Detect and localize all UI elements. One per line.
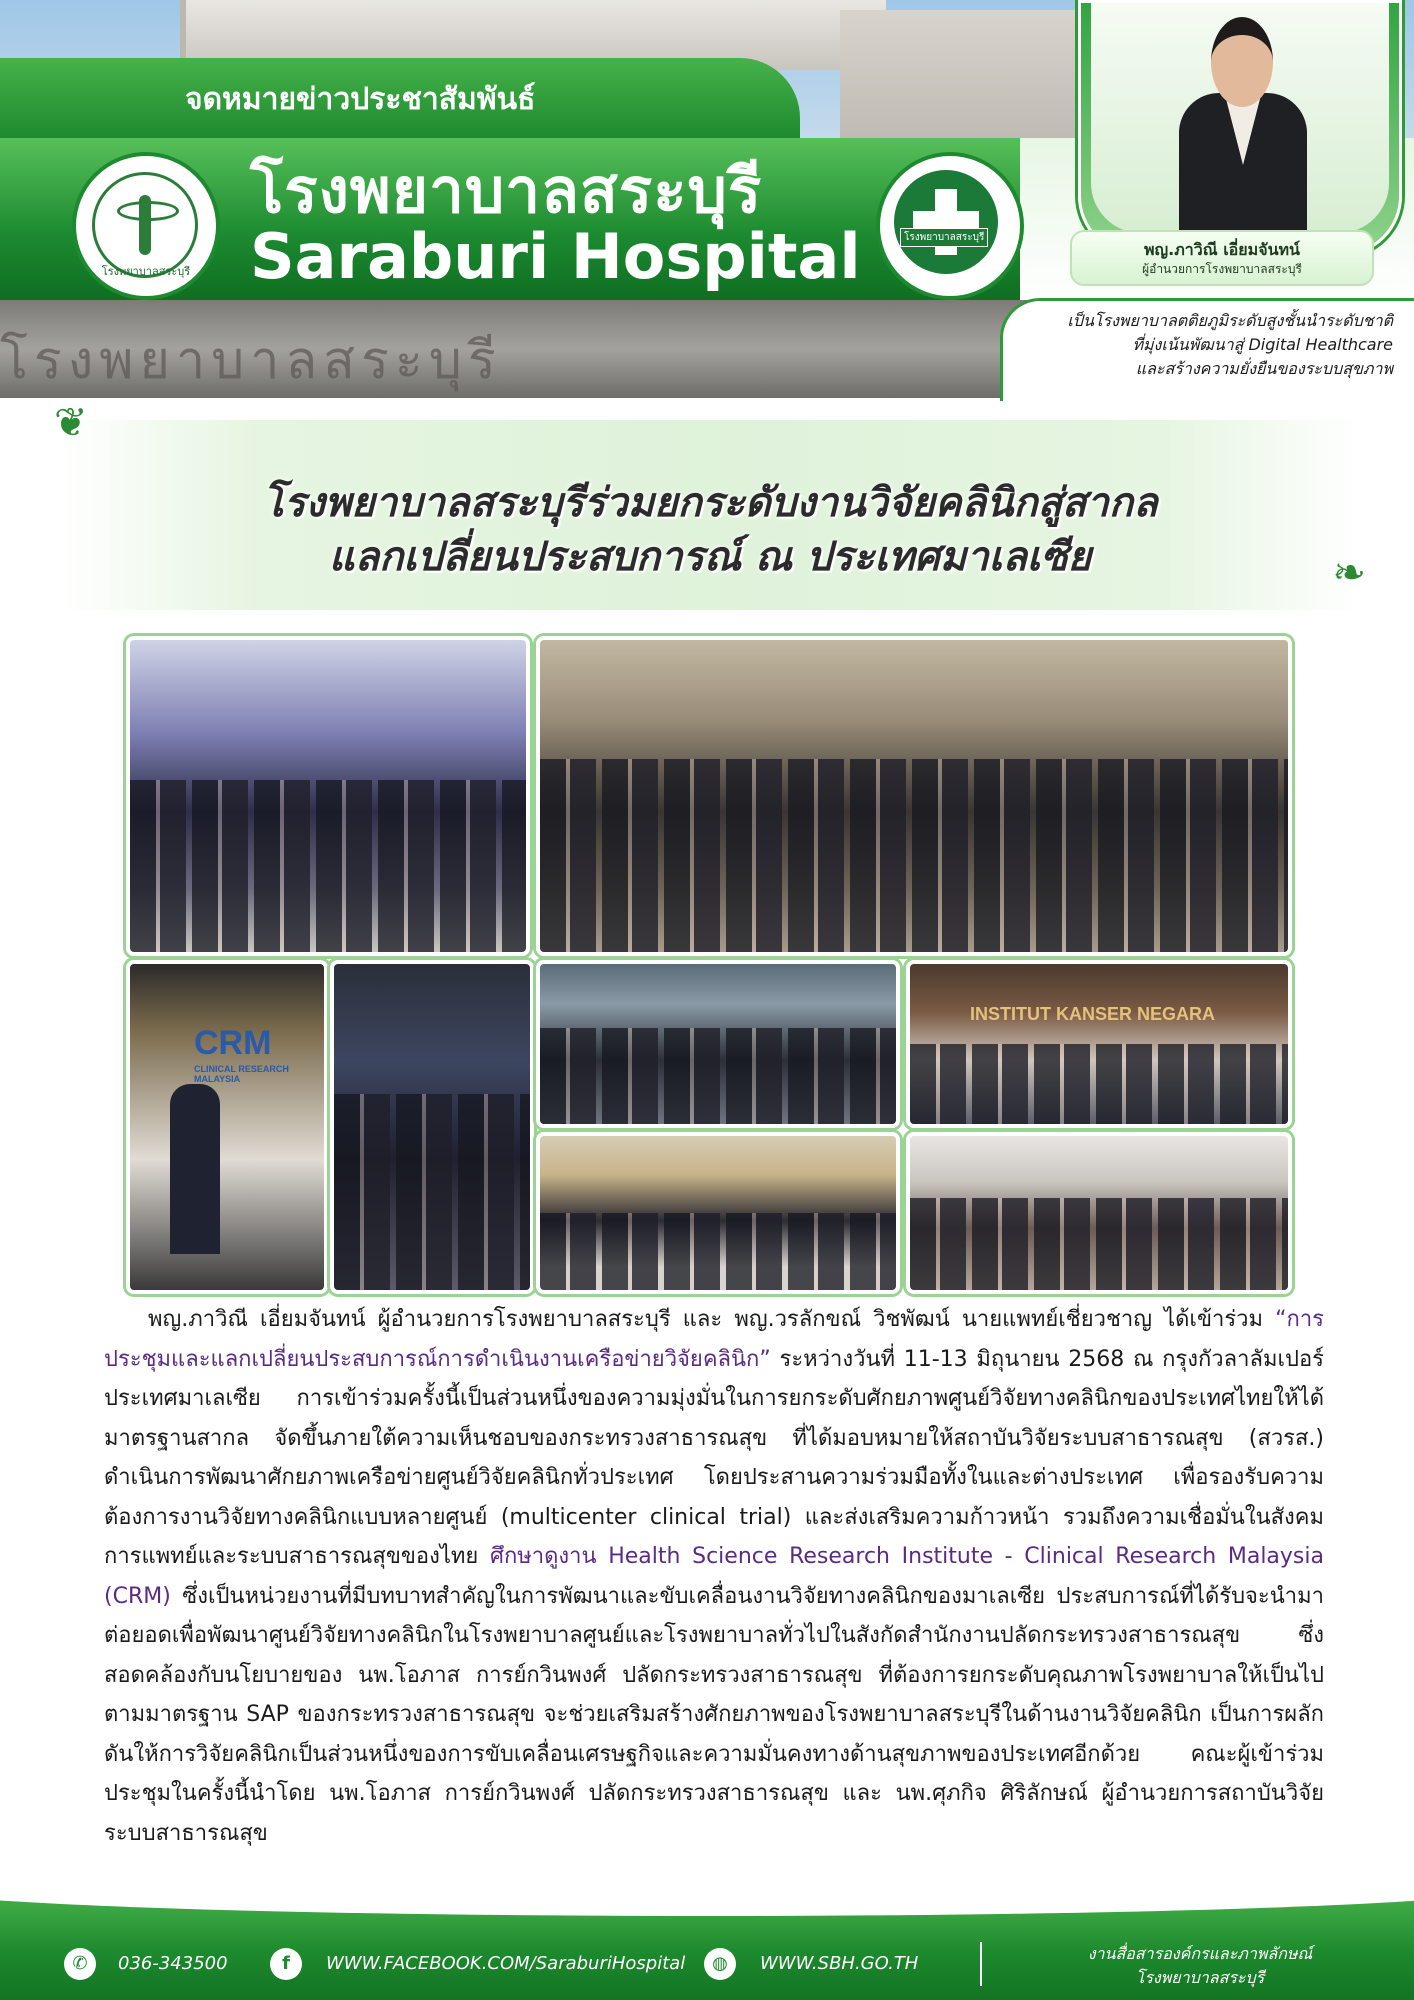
director-nameplate: [1070, 230, 1374, 286]
article-highlight-event: “การประชุมและแลกเปลี่ยนประสบการณ์การดำเนินงานเครือข่ายวิจัยคลินิก”: [104, 1307, 1324, 1372]
footer-dept-line-2: โรงพยาบาลสระบุรี: [1135, 1968, 1265, 1987]
article-body: [104, 1300, 1324, 1853]
photo-group-stage: [126, 636, 530, 956]
director-position: ผู้อำนวยการโรงพยาบาลสระบุรี: [1142, 262, 1302, 276]
footer-divider: [980, 1942, 982, 1986]
footer-phone[interactable]: 036-343500: [118, 1953, 228, 1974]
background-sign-text: โรงพยาบาลสระบุรี: [0, 331, 502, 391]
footer-curve: [0, 1856, 1414, 1916]
photo-two-doctors: [330, 960, 534, 1294]
photo-group-main: [536, 636, 1292, 956]
director-face: [1211, 17, 1273, 107]
caduceus-icon: [139, 195, 151, 255]
footer-website[interactable]: WWW.SBH.GO.TH: [760, 1953, 919, 1974]
photo-site-visit: [906, 1132, 1292, 1294]
photo-meeting-group: [536, 960, 900, 1128]
hospital-name-english: Saraburi Hospital: [250, 220, 861, 293]
photo-people: [910, 1044, 1288, 1124]
globe-icon: ◍: [704, 1948, 736, 1980]
headline-box: [54, 400, 1366, 610]
crm-sign: CRM: [194, 1024, 272, 1062]
photo-people: [540, 1028, 896, 1124]
photo-people: [540, 759, 1288, 952]
phone-icon: ✆: [64, 1948, 96, 1980]
photo-conference-room: [536, 1132, 900, 1294]
photo-institute-kanser: [906, 960, 1292, 1128]
headline-line-2: แลกเปลี่ยนประสบการณ์ ณ ประเทศมาเลเซีย: [328, 534, 1092, 580]
director-portrait-frame: [1078, 0, 1402, 256]
photo-people: [334, 1094, 530, 1290]
article-text-2: ระหว่างวันที่ 11-13 มิถุนายน 2568 ณ กรุงกัวลาลัมเปอร์ ประเทศมาเลเซีย การเข้าร่วมครั้งนี้เป็นส่วนหนึ่งของความมุ่งมั่นในการยกระดับศักยภาพศูนย์วิจัยทางคลินิกของประเทศไทยให้ได้มาตรฐานสากล จัดขึ้นภายใต้ความเห็นชอบของกระทรวงสาธารณสุข ที่ได้มอบหมายให้สถาบันวิจัยระบบสาธารณสุข (สวรส.) ดำเนินการพัฒนาศักยภาพเครือข่ายศูนย์วิจัยคลินิกทั่วประเทศ โดยประสานความร่วมมือทั้งในและต่างประเทศ เพื่อรองรับความต้องการงานวิจัยทางคลินิกแบบหลายศูนย์ (multicenter clinical trial) และส่งเสริมความก้าวหน้า รวมถึงความเชื่อมั่นในสังคมการแพทย์และระบบสาธารณสุขของไทย: [104, 1346, 1324, 1569]
photo-people: [910, 1198, 1288, 1290]
director-name: พญ.ภาวิณี เอี่ยมจันทน์: [1144, 240, 1300, 259]
seal-caption: โรงพยาบาลสระบุรี: [101, 265, 191, 278]
institute-sign: INSTITUT KANSER NEGARA: [970, 1004, 1216, 1024]
photo-person: [170, 1084, 220, 1254]
facebook-icon: f: [270, 1948, 302, 1980]
hospital-logo-label: โรงพยาบาลสระบุรี: [900, 228, 988, 247]
vision-line-3: และสร้างความยั่งยืนของระบบสุขภาพ: [1135, 359, 1393, 378]
crm-sign-sub: CLINICAL RESEARCH MALAYSIA: [194, 1064, 289, 1084]
vision-line-2: ที่มุ่งเน้นพัฒนาสู่ Digital Healthcare: [1132, 335, 1393, 354]
hospital-name-thai: โรงพยาบาลสระบุรี: [250, 154, 763, 227]
director-portrait: [1091, 3, 1389, 233]
footer-facebook[interactable]: WWW.FACEBOOK.COM/SaraburiHospital: [326, 1953, 686, 1974]
article-text-1: พญ.ภาวิณี เอี่ยมจันทน์ ผู้อำนวยการโรงพยาบาลสระบุรี และ พญ.วรลักขณ์ วิชพัฒน์ นายแพทย์เชี่ยวชาญ ได้เข้าร่วม: [148, 1307, 1276, 1332]
photo-crm-portrait: [126, 960, 328, 1294]
footer-dept-line-1: งานสื่อสารองค์กรและภาพลักษณ์: [1087, 1944, 1313, 1963]
vision-line-1: เป็นโรงพยาบาลตติยภูมิระดับสูงชั้นนำระดับชาติ: [1067, 311, 1393, 330]
photo-people: [130, 780, 526, 952]
hospital-logo-ring: [894, 170, 998, 274]
vine-ornament-left-icon: ❦: [54, 400, 88, 446]
headline-line-1: โรงพยาบาลสระบุรีร่วมยกระดับงานวิจัยคลินิกสู่สากล: [262, 480, 1158, 526]
article-text-3: ซึ่งเป็นหน่วยงานที่มีบทบาทสำคัญในการพัฒนาและขับเคลื่อนงานวิจัยทางคลินิกของมาเลเซีย ประสบการณ์ที่ได้รับจะนำมาต่อยอดเพื่อพัฒนาศูนย์วิจัยทางคลินิกในโรงพยาบาลศูนย์และโรงพยาบาลทั่วไปในสังกัดสำนักงานปลัดกระทรวงสาธารณสุข ซึ่งสอดคล้องกับนโยบายของ นพ.โอภาส การย์กวินพงศ์ ปลัดกระทรวงสาธารณสุข ที่ต้องการยกระดับคุณภาพโรงพยาบาลให้เป็นไปตามมาตรฐาน SAP ของกระทรวงสาธารณสุข จะช่วยเสริมสร้างศักยภาพของโรงพยาบาลสระบุรีในด้านงานวิจัยคลินิก เป็นการผลักดันให้การวิจัยคลินิกเป็นส่วนหนึ่งของการขับเคลื่อนเศรษฐกิจและความมั่นคงทางด้านสุขภาพของประเทศอีกด้วย คณะผู้เข้าร่วมประชุมในครั้งนี้นำโดย นพ.โอภาส การย์กวินพงศ์ ปลัดกระทรวงสาธารณสุข และ นพ.ศุภกิจ ศิริลักษณ์ ผู้อำนวยการสถาบันวิจัยระบบสาธารณสุข: [104, 1583, 1324, 1846]
vine-ornament-right-icon: ❧: [1332, 550, 1366, 596]
hospital-logo: [876, 152, 1024, 300]
photo-people: [540, 1213, 896, 1290]
vision-statement: [1000, 298, 1414, 401]
newsletter-tagline: จดหมายข่าวประชาสัมพันธ์: [185, 82, 536, 117]
article-highlight-crm: ศึกษาดูงาน Health Science Research Institute - Clinical Research Malaysia (CRM): [104, 1544, 1324, 1609]
ministry-seal-logo: [72, 152, 220, 300]
